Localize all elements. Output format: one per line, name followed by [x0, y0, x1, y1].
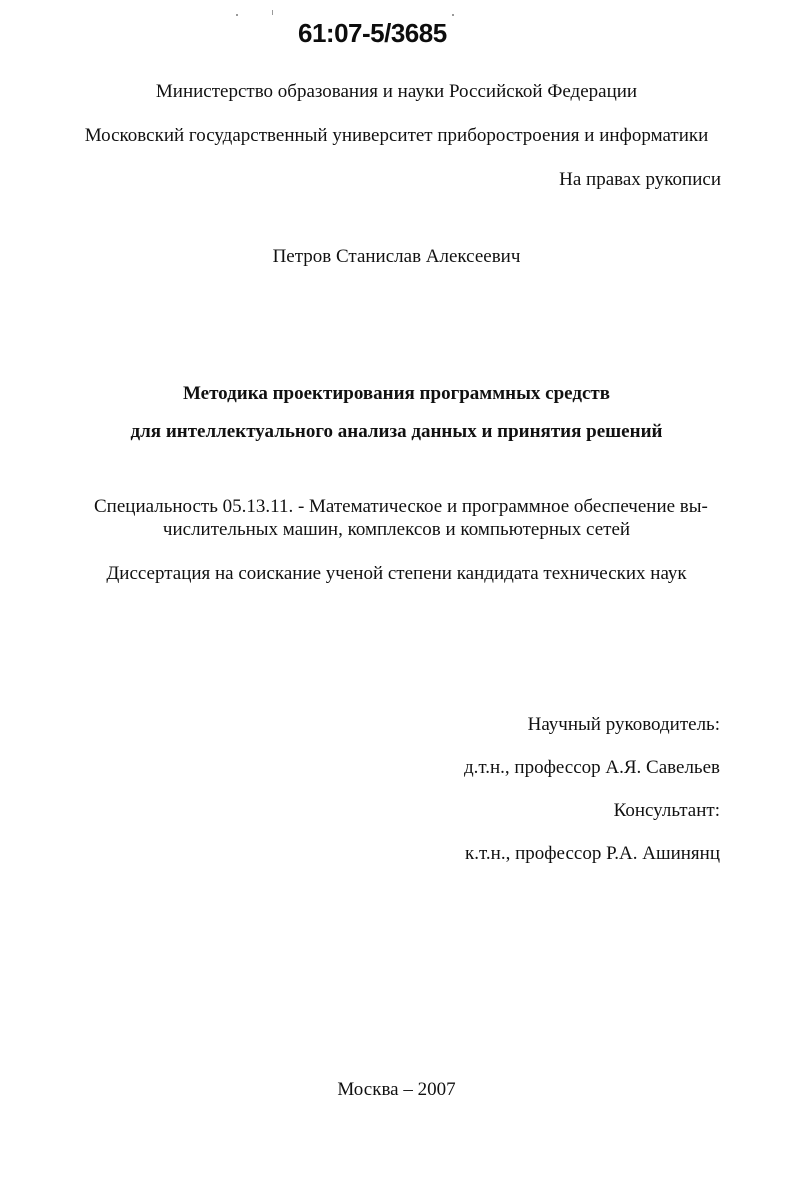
thesis-title-line-1: Методика проектирования программных средств — [182, 383, 611, 404]
advisor-label: Научный руководитель: — [527, 714, 720, 735]
scan-speck — [272, 10, 273, 15]
advisor-name: д.т.н., профессор А.Я. Савельев — [463, 757, 720, 778]
degree-statement: Диссертация на соискание ученой степени кандидата технических наук — [106, 563, 687, 584]
university-name: Московский государственный университет приборостроения и информатики — [84, 125, 709, 146]
consultant-label: Консультант: — [613, 800, 720, 821]
ministry-name: Министерство образования и науки Российской Федерации — [155, 81, 638, 102]
manuscript-rights-note: На правах рукописи — [559, 169, 721, 190]
scan-speck — [236, 14, 238, 16]
specialty-line-2: числительных машин, комплексов и компьютерных сетей — [162, 519, 631, 540]
author-name: Петров Станислав Алексеевич — [272, 246, 521, 267]
city-and-year: Москва – 2007 — [337, 1079, 456, 1100]
scan-speck — [452, 14, 454, 16]
specialty-line-1: Специальность 05.13.11. - Математическое и программное обеспечение вы- — [94, 496, 708, 517]
thesis-title-line-2: для интеллектуального анализа данных и принятия решений — [130, 421, 663, 442]
library-stamp-code: 61:07-5/3685 — [298, 18, 447, 48]
consultant-name: к.т.н., профессор Р.А. Ашинянц — [465, 843, 720, 864]
